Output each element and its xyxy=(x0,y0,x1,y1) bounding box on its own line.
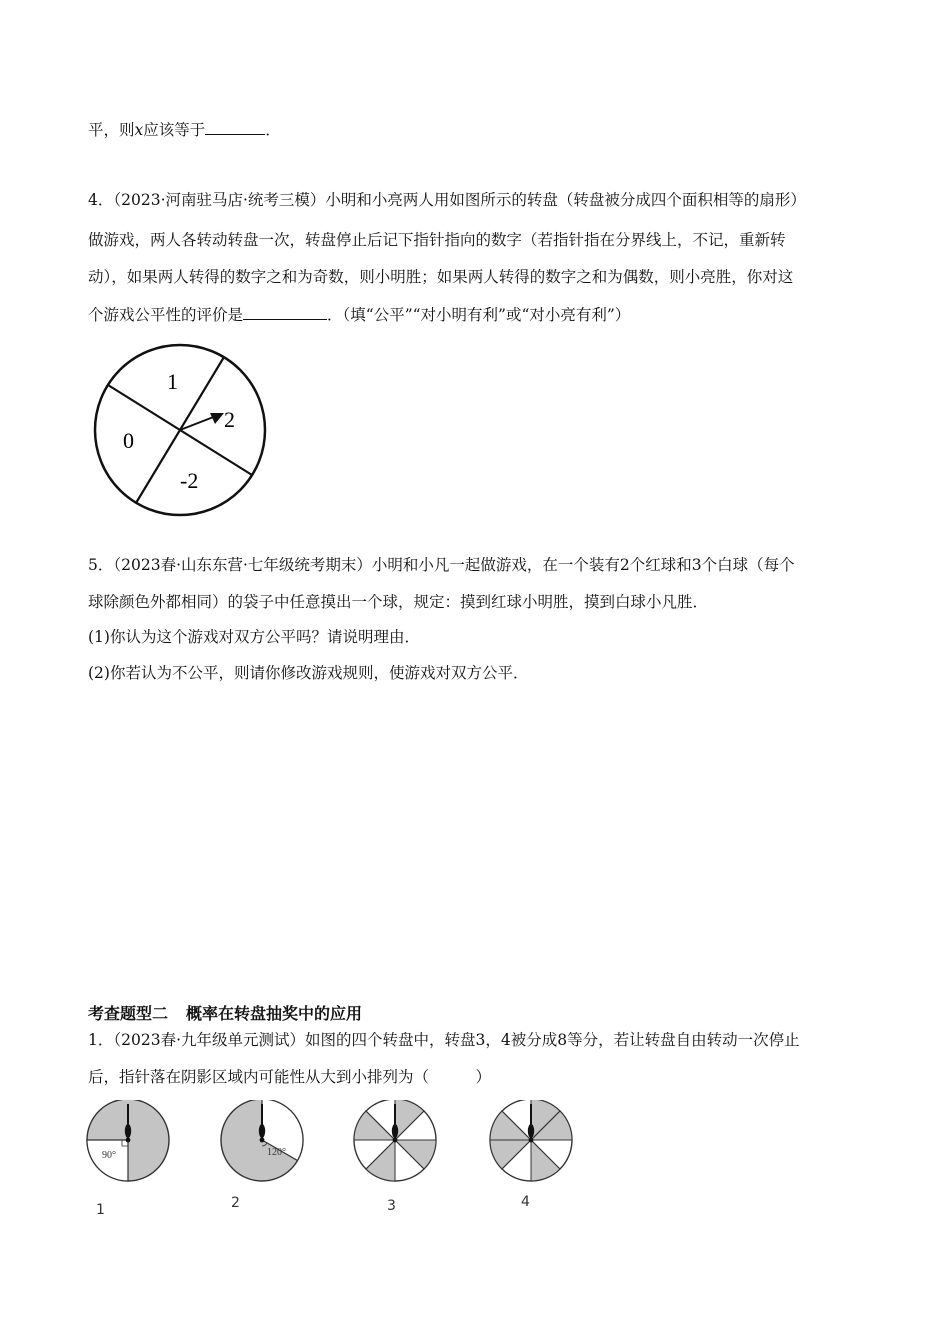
wheel-2 xyxy=(221,1100,303,1181)
q4-line1: 4．（2023·河南驻马店·统考三模）小明和小亮两人用如图所示的转盘（转盘被分成四个面积相等的扇形） xyxy=(88,191,806,209)
spinner-label-0: 0 xyxy=(123,428,134,453)
four-spinners-figure xyxy=(80,1100,600,1225)
q3-end: ． xyxy=(265,121,281,139)
q4-line4: 个游戏公平性的评价是 ．（填“公平”“对小明有利”或“对小亮有利”） xyxy=(88,306,631,324)
s2q1-line1: 1．（2023春·九年级单元测试）如图的四个转盘中，转盘3，4被分成8等分，若让转盘自由转动一次停止 xyxy=(88,1031,800,1049)
wheel-4-label: 4 xyxy=(521,1194,530,1210)
wheel-3 xyxy=(354,1100,436,1181)
q3-variable: x xyxy=(134,121,144,139)
wheel-4 xyxy=(490,1100,572,1181)
q4-line3: 动），如果两人转得的数字之和为奇数，则小明胜；如果两人转得的数字之和为偶数，则小亮胜，你对这 xyxy=(88,268,794,286)
q5-number: 5． xyxy=(88,556,114,574)
q4-line2: 做游戏，两人各转动转盘一次，转盘停止后记下指针指向的数字（若指针指在分界线上，不记，重新转 xyxy=(88,231,786,249)
q3-tail-line xyxy=(88,120,281,140)
q5-line1: 5．（2023春·山东东营·七年级统考期末）小明和小凡一起做游戏，在一个装有2个红球和3个白球（每个 xyxy=(88,556,795,574)
q3-answer-blank[interactable] xyxy=(205,120,265,135)
wheel-2-label: 2 xyxy=(231,1195,240,1211)
q4-answer-blank[interactable] xyxy=(243,305,327,320)
q4-number: 4． xyxy=(88,191,114,209)
s2q1-line2: 后，指针落在阴影区域内可能性从大到小排列为（ ） xyxy=(88,1068,492,1086)
q5-line2: 球除颜色外都相同）的袋子中任意摸出一个球，规定：摸到红球小明胜，摸到白球小凡胜． xyxy=(88,593,709,611)
wheel-1-label: 1 xyxy=(96,1202,105,1218)
q3-text-after: 应该等于 xyxy=(143,121,206,139)
spinner-label-neg2: -2 xyxy=(180,468,199,493)
s2q1-number: 1． xyxy=(88,1031,114,1049)
section-heading: 考查题型二 概率在转盘抽奖中的应用 xyxy=(88,1004,363,1023)
q5-part2: (2)你若认为不公平，则请你修改游戏规则，使游戏对双方公平． xyxy=(88,664,529,682)
wheel-3-label: 3 xyxy=(387,1198,396,1214)
wheel-1 xyxy=(87,1100,169,1181)
q3-text-before: 平，则 xyxy=(88,121,135,139)
spinner-label-1: 1 xyxy=(167,369,178,394)
spinner-label-2: 2 xyxy=(224,407,235,432)
wheel-2-angle: 120° xyxy=(267,1147,286,1158)
q5-part1: (1)你认为这个游戏对双方公平吗？请说明理由． xyxy=(88,628,420,646)
wheel-1-angle: 90° xyxy=(102,1150,116,1161)
q4-spinner-figure xyxy=(90,340,272,520)
